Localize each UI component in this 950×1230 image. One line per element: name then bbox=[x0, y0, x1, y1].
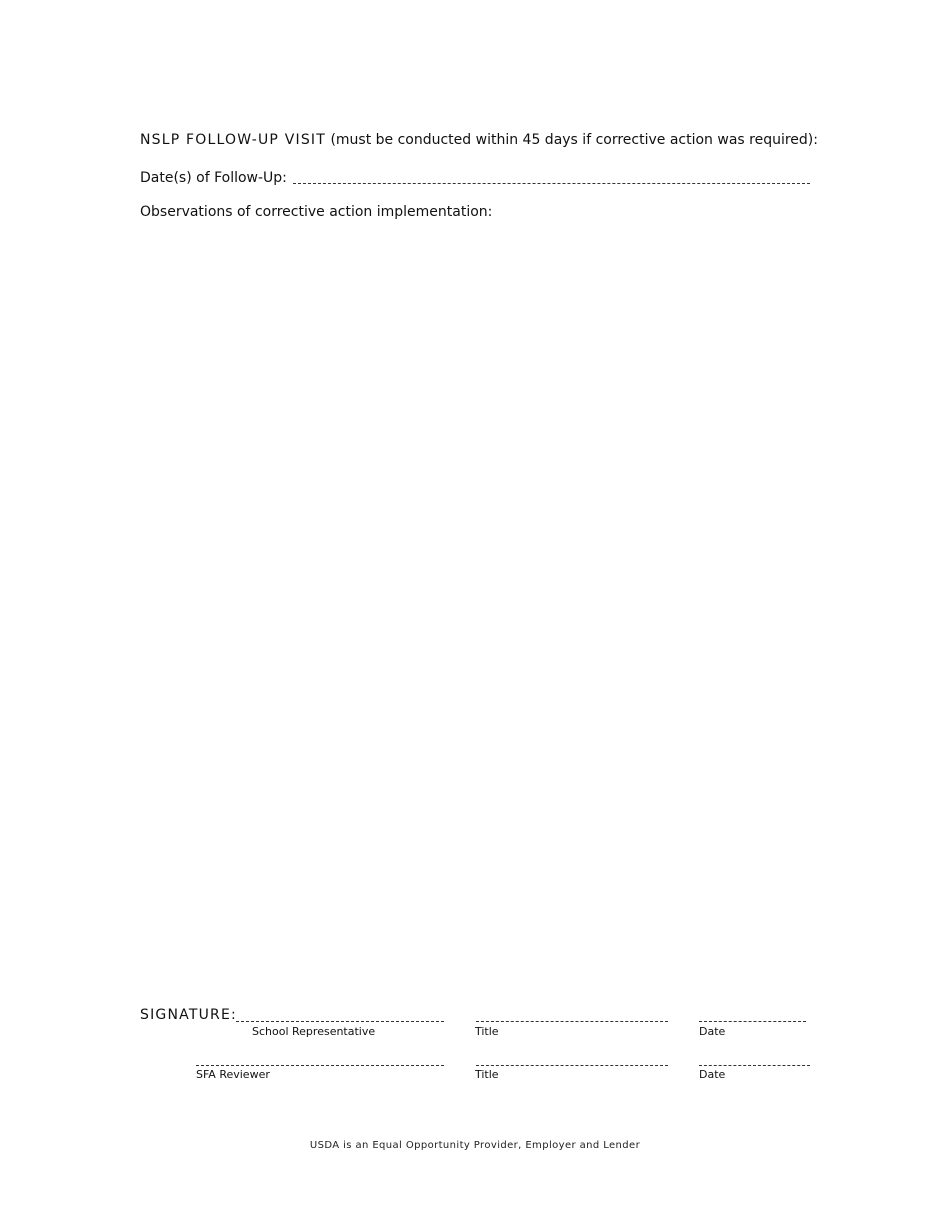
sfa-reviewer-title-caption: Title bbox=[475, 1068, 499, 1081]
school-rep-date-caption: Date bbox=[699, 1025, 726, 1038]
school-rep-caption: School Representative bbox=[252, 1025, 376, 1038]
sfa-reviewer-caption: SFA Reviewer bbox=[196, 1068, 270, 1081]
footer-statement: USDA is an Equal Opportunity Provider, Employer and Lender bbox=[309, 1140, 641, 1151]
sfa-reviewer-date-line[interactable] bbox=[699, 1065, 810, 1066]
section-title: NSLP FOLLOW-UP VISIT bbox=[140, 132, 326, 148]
school-rep-signature-line[interactable] bbox=[236, 1021, 444, 1022]
sfa-reviewer-date-caption: Date bbox=[699, 1068, 726, 1081]
school-rep-date-line[interactable] bbox=[699, 1021, 806, 1022]
form-section-heading bbox=[140, 131, 818, 149]
observations-area[interactable] bbox=[140, 230, 810, 990]
sfa-reviewer-signature-line[interactable] bbox=[196, 1065, 444, 1066]
signature-label: SIGNATURE: bbox=[140, 1007, 237, 1023]
followup-dates-row bbox=[140, 167, 810, 187]
school-rep-title-line[interactable] bbox=[476, 1021, 668, 1022]
observations-label: Observations of corrective action implementation: bbox=[140, 204, 493, 220]
sfa-reviewer-title-line[interactable] bbox=[476, 1065, 668, 1066]
school-rep-title-caption: Title bbox=[475, 1025, 499, 1038]
section-note: (must be conducted within 45 days if corrective action was required): bbox=[330, 132, 818, 148]
followup-dates-label: Date(s) of Follow-Up: bbox=[140, 170, 287, 186]
followup-dates-field[interactable] bbox=[293, 183, 810, 184]
